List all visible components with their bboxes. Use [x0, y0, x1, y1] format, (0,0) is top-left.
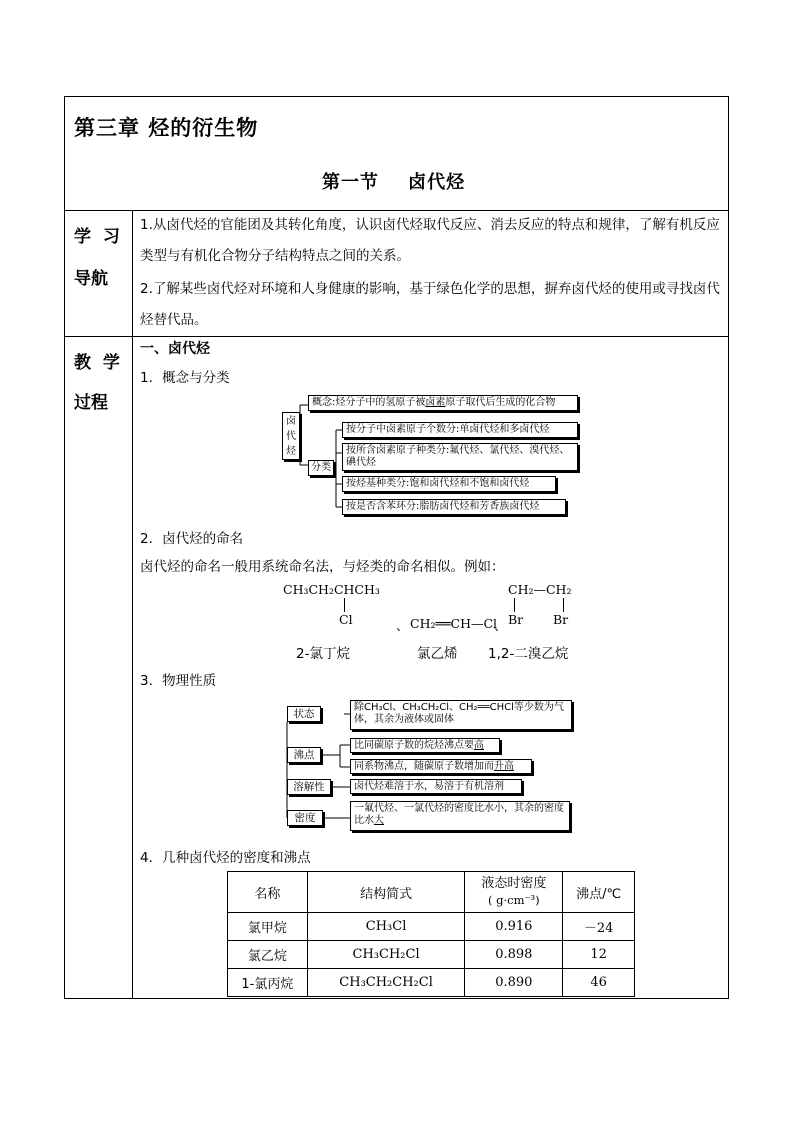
cell-name: 氯乙烷 — [228, 941, 308, 969]
example-separator-2: 、 — [494, 618, 507, 633]
concept-text-suffix: 原子取代后生成的化合物 — [445, 397, 556, 408]
guide-point-1: 1.从卤代烃的官能团及其转化角度，认识卤代烃取代反应、消去反应的特点和规律，了解有机反应类型与有机化合物分子结构特点之间的关系。 — [140, 217, 720, 264]
guide-label-line2: 导航 — [74, 269, 108, 289]
solubility-label-box — [287, 779, 331, 795]
header-density — [465, 872, 563, 913]
bp-label-box — [287, 747, 321, 763]
cell-name: 1-氯丙烷 — [228, 969, 308, 997]
header-density-line1: 液态时密度 — [481, 876, 547, 891]
example2-formula: CH₂══CH—Cl — [410, 616, 498, 631]
root-label-box — [282, 412, 300, 460]
cell-density: 0.890 — [465, 969, 563, 997]
bp-label: 沸点 — [293, 749, 315, 761]
density-text-prefix: 一氟代烃、一氯代烃的密度比水小，其余的密度比水 — [354, 803, 564, 826]
category-item-1: 按分子中卤素原子个数分:单卤代烃和多卤代烃 — [342, 422, 578, 438]
header-name: 名称 — [228, 872, 308, 913]
cell-name: 氯甲烷 — [228, 913, 308, 941]
category-item-2: 按所含卤素原子种类分:氟代烃、氯代烃、溴代烃、碘代烃 — [342, 443, 578, 471]
header-density-unit: ( g·cm⁻³) — [487, 893, 540, 907]
density-label-box — [287, 810, 323, 826]
process-label-line2: 过程 — [74, 393, 108, 413]
guide-label-line1: 学 习 — [74, 227, 120, 247]
cell-formula: CH₃CH₂Cl — [307, 941, 465, 969]
concept-text-prefix: 概念:烃分子中的氢原子被 — [312, 397, 426, 408]
cell-density: 0.916 — [465, 913, 563, 941]
example3-chain: CH₂—CH₂ — [508, 582, 572, 597]
category-item-3: 按烃基种类分:饱和卤代烃和不饱和卤代烃 — [342, 476, 556, 492]
example1-substituent: Cl — [339, 612, 353, 627]
category-item-4: 按是否含苯环分:脂肪卤代烃和芳香族卤代烃 — [342, 499, 566, 515]
chapter-title: 第三章 烃的衍生物 — [74, 116, 259, 140]
guide-point-2: 2.了解某些卤代烃对环境和人身健康的影响，基于绿色化学的思想，摒弃卤代烃的使用或寻找卤代烃替代品。 — [140, 281, 720, 328]
subheading-concept: 1．概念与分类 — [140, 370, 230, 386]
concept-box — [308, 395, 578, 411]
example3-substituent-left: Br — [508, 612, 524, 627]
naming-description: 卤代烃的命名一般用系统命名法，与烃类的命名相似。例如： — [140, 559, 505, 575]
header-boiling-point: 沸点/℃ — [563, 872, 635, 913]
process-label-line1: 教 学 — [74, 353, 120, 373]
example-separator-1: 、 — [396, 618, 409, 633]
density-text-underlined: 大 — [374, 815, 384, 826]
subheading-physical: 3．物理性质 — [140, 673, 217, 689]
subheading-density-table: 4．几种卤代烃的密度和沸点 — [140, 850, 311, 866]
concept-text-underlined: 卤素 — [425, 397, 446, 408]
state-text-box: 除CH₃Cl、CH₃CH₂Cl、CH₂══CHCl等少数为气体，其余为液体或固体 — [350, 700, 572, 730]
table-row — [228, 913, 635, 941]
heading-haloalkane: 一、卤代烃 — [140, 341, 210, 357]
bp-text2-prefix: 同系物沸点，随碳原子数增加而 — [354, 761, 494, 772]
bp-text1-prefix: 比同碳原子数的烷烃沸点要 — [354, 740, 474, 751]
example1-name: 2-氯丁烷 — [296, 646, 350, 662]
root-label: 卤代烃 — [286, 416, 296, 457]
example3-substituent-right: Br — [553, 612, 569, 627]
state-label: 状态 — [293, 708, 315, 720]
bp-text-box-2 — [350, 759, 532, 774]
example2-name: 氯乙烯 — [417, 646, 458, 662]
cell-boiling-point: 46 — [563, 969, 635, 997]
bp-text1-underlined: 高 — [474, 740, 484, 751]
bp-text2-underlined: 升高 — [494, 761, 514, 772]
example3-name: 1,2-二溴乙烷 — [488, 646, 569, 662]
table-row — [228, 969, 635, 997]
subheading-naming: 2．卤代烃的命名 — [140, 531, 244, 547]
example1-chain: CH₃CH₂CHCH₃ — [283, 582, 380, 597]
cell-formula: CH₃CH₂CH₂Cl — [307, 969, 465, 997]
state-label-box — [287, 706, 321, 722]
density-boiling-table — [227, 871, 635, 997]
cell-boiling-point: －24 — [563, 913, 635, 941]
density-label: 密度 — [294, 812, 316, 824]
header-formula: 结构简式 — [307, 872, 465, 913]
solubility-text-box: 卤代烃难溶于水，易溶于有机溶剂 — [350, 779, 522, 794]
bp-text-box-1 — [350, 738, 500, 753]
example3-bond-right — [563, 598, 564, 612]
cell-formula: CH₃Cl — [307, 913, 465, 941]
category-label: 分类 — [311, 462, 331, 473]
example1-bond — [344, 598, 345, 612]
table-row — [228, 941, 635, 969]
solubility-label: 溶解性 — [293, 781, 325, 793]
category-label-box — [308, 460, 334, 476]
table-header-row — [228, 872, 635, 913]
cell-boiling-point: 12 — [563, 941, 635, 969]
density-text-box — [350, 801, 570, 831]
section-title: 第一节 卤代烃 — [322, 172, 466, 193]
example3-bond-left — [514, 598, 515, 612]
cell-density: 0.898 — [465, 941, 563, 969]
